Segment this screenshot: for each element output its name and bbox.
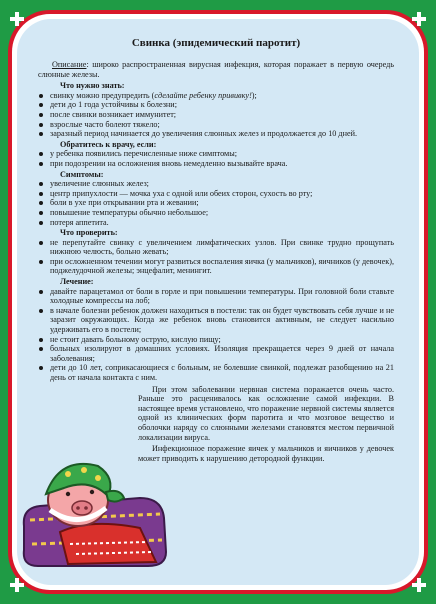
list-item-text: при осложненном течении могут развиться воспаления яичка (у мальчиков), яичников (у девочек), поджелудочной железы; энцефалит, менингит. [50,256,394,276]
list-item [38,198,394,208]
description-text: : широко распространенная вирусная инфекция, которая поражает в первую очередь слюнные железы. [38,60,394,79]
list-item-text: при подозрении на осложнения вновь немедленно вызывайте врача. [50,158,288,168]
list-item-text: в начале болезни ребенок должен находиться в постели: так он будет чувствовать себя лучше и не заразит окружающих. Когда же ребенок вновь становится активным, не следует насильно удерживать его в постели; [50,305,394,335]
list-item [38,238,394,257]
list-item [38,159,394,169]
list-item [38,91,394,101]
section-heading: Что проверить: [60,228,118,238]
list-item [38,287,394,306]
section-heading: Симптомы: [60,169,104,179]
list-item [38,208,394,218]
cross-icon [10,578,24,592]
section-heading: Что нужно знать: [60,81,125,91]
list-item-text: боли в ухе при открывании рта и жевании; [50,198,199,208]
list-item-text: увеличение слюнных желез; [50,179,149,189]
list-item [38,257,394,276]
final-paragraph: Инфекционное поражение яичек у мальчиков и яичников у девочек может приводить к нарушению детородной функции. [138,444,394,463]
list-item-suffix: ); [251,90,257,100]
list-item-text: у ребенка появились перечисленные ниже симптомы; [50,149,237,159]
list-item [38,179,394,189]
cross-icon [412,12,426,26]
list-item-text: потеря аппетита. [50,217,109,227]
list-item-text: заразный период начинается до увеличения слюнных желез и продолжается до 10 дней. [50,129,358,139]
list-item-text: свинку можно предупредить ( [50,90,155,100]
page-title: Свинка (эпидемический паротит) [131,37,301,49]
list-item-text: центр припухлости — мочка уха с одной или обеих сторон, сухость во рту; [50,188,313,198]
list-item [38,218,394,228]
list-item [38,306,394,335]
list-item-text: взрослые часто болеют тяжело; [50,119,160,129]
list-item [38,100,394,110]
list-item [38,120,394,130]
list-item-text: давайте парацетамол от боли в горле и при повышении температуры. При головной боли ставьте холодные компрессы на лоб; [50,286,394,306]
description-paragraph [38,60,394,79]
list-item [38,344,394,363]
list-item-text: больных изолируют в домашних условиях. Изоляция прекращается через 9 дней от начала заболевания; [50,344,394,363]
sections-container [38,81,394,382]
list-item [38,335,394,345]
list-item-text: не стоит давать больному острую, кислую пищу; [50,334,221,344]
section-heading: Лечение: [60,277,94,287]
list-item-emphasis: сделайте ребенку прививку! [154,90,252,100]
document-body [38,36,394,463]
final-paragraph: При этом заболевании нервная система поражается очень часто. Раньше это расценивалось как осложнение самой инфекции. В настоящее время установлено, что поражение нервной системы является одной из клинических форм паротита и что мозговое вещество и оболочки наряду со слюнными железами становятся местом первичной локализации вируса. [138,384,394,442]
section-heading: Обратитесь к врачу, если: [60,139,157,149]
list-item [38,189,394,199]
list-item [38,363,394,382]
list-item-text: после свинки возникает иммунитет; [50,109,177,119]
pig-illustration-icon [20,448,170,568]
list-item-text: дети до 1 года устойчивы к болезни; [50,100,177,110]
list-item [38,129,394,139]
cross-icon [10,12,24,26]
list-item-text: повышение температуры обычно небольшое; [50,207,209,217]
description-lead: Описание [52,60,87,69]
list-item-text: дети до 10 лет, соприкасающиеся с больным, не болевшие свинкой, подлежат разобщению на 21 день от начала контакта с ним. [50,363,394,382]
list-item [38,110,394,120]
list-item-text: не перепутайте свинку с увеличением лимфатических узлов. При свинке трудно прощупать нижнюю челюсть, больно жевать; [50,237,394,257]
list-item [38,149,394,159]
cross-icon [412,578,426,592]
